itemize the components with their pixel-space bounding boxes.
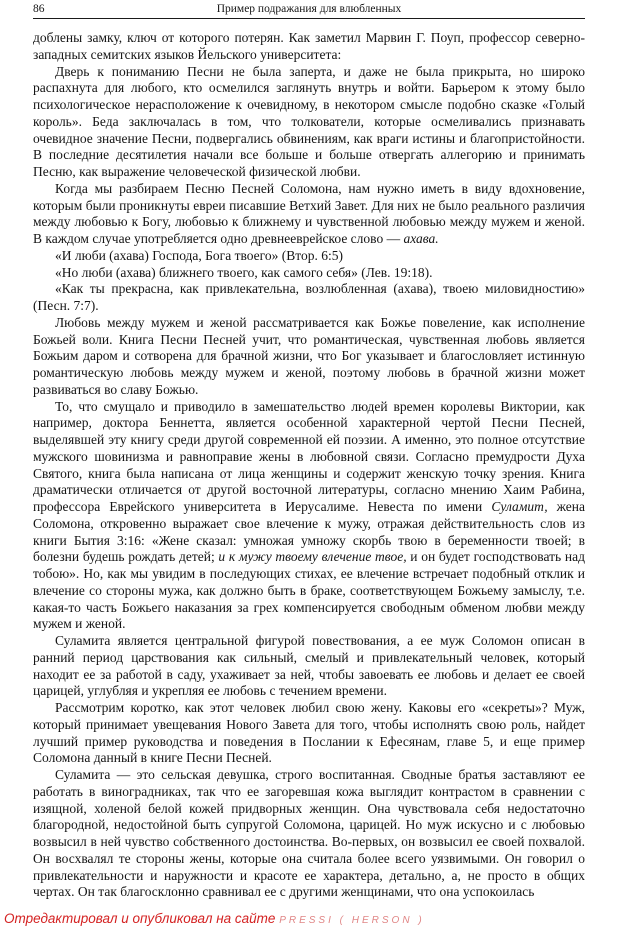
running-title: Пример подражания для влюбленных [216, 3, 402, 15]
scripture-quote [33, 265, 585, 282]
paragraph [33, 281, 585, 315]
text-run: Рассмотрим коротко, как этот человек любил свою жену. Каковы его «секреты»? Муж, который принимает увещевания Нового Завета для того, чтобы исполнять свою роль, найдет лучший пример руководства и поведения в Послании к Ефесянам, главе 5, и еще пример Соломона данный в книге Песни Песней. [33, 700, 585, 766]
text-run: «Как ты прекрасна, как привлекательна, возлюбленная (ахава), твоею миловидностию» (Песн. 7:7). [33, 281, 585, 313]
emphasis-text: Суламит, [491, 499, 548, 514]
paragraph [33, 399, 585, 634]
text-run: Любовь между мужем и женой рассматривается как Божье повеление, как исполнение Божьей воли. Книга Песни Песней учит, что романтическая, чувственная любовь является Божьим даром и сотворена для брачной жизни, что Бог указывает и благословляет истинную романтическую любовь между мужем и женой, поэтому любовь в брачной жизни может развиваться во славу Божью. [33, 314, 585, 397]
text-run: «И люби (ахава) Господа, Бога твоего» (Втор. 6:5) [55, 247, 343, 263]
text-run: Суламита является центральной фигурой повествования, а ее муж Соломон описан в ранний период царствования как сильный, смелый и привлекательный человек, который находит ее за работой в саду, ухаживает за ней, чтобы завоевать ее любовь и делает ее своей царицей, углубляя и укрепляя ее любовь с течением времени. [33, 633, 585, 699]
text-run: Дверь к пониманию Песни не была заперта, и даже не была прикрыта, но широко распахнута для любого, кто осмелился заглянуть внутрь и войти. Барьером к этому было психологическое нерасположение к очевидному, в некотором смысле подобно сказке «Голый король». Беда заключалась в том, что толкователи, которые осмеливались признавать очевидное значение Песни, подвергались обвинениям, как враги истины и благопристойности. В последние десятилетия начали все больше и больше отвергать аллегорию и принимать Песню, как выражение человеческой физической любви. [33, 63, 585, 179]
scripture-quote [33, 248, 585, 265]
footer-credit-text: Отредактировал и опубликовал на сайте [4, 911, 276, 926]
paragraph [33, 767, 585, 901]
site-watermark: PRESSI ( HERSON ) [279, 915, 425, 926]
paragraph [33, 633, 585, 700]
body-text [33, 30, 585, 901]
emphasis-text: ахава. [403, 231, 439, 246]
paragraph [33, 315, 585, 399]
paragraph [33, 64, 585, 181]
text-run: Суламита — это сельская девушка, строго воспитанная. Сводные братья заставляют ее работать в виноградниках, так что ее загоревшая кожа выглядит контрастом в сравнении с изящной, холеной белой кожей придворных женщин. Она чувствовала себя недостаточно благородной, недостойной быть супругой Соломона, царицей. Но муж искусно и с любовью возвысил в ней чувство собственного достоинства. Во-первых, он возвысил ее своей похвалой. Он восхвалял те стороны жены, которые она считала более всего уязвимыми. Он говорил о привлекательности и наружности и красоте ее характера, детально, а, не просто в общих чертах. Он так благосклонно сравнивал ее с другими женщинами, что она успокоилась [33, 767, 585, 900]
text-run: доблены замку, ключ от которого потерян. Как заметил Марвин Г. Поуп, профессор северно-западных семитских языков Йельского университета: [33, 30, 585, 62]
text-run: жена Соломона, откровенно выражает свое влечение к мужу, отражая действительность слов из книги Бытия 3:16: «Жене сказал: умножая умножу скорбь твою в беременности твоей; в болезни будешь рождать детей; [33, 499, 585, 565]
emphasis-text: и к мужу твоему влечение твое, [218, 549, 407, 565]
page-number: 86 [33, 3, 45, 15]
footer-credit [4, 911, 425, 926]
text-run: и он будет господствовать над тобою». Но, как мы увидим в последующих стихах, ее влечение встречает подобный отклик и влечение со стороны мужа, как должно быть в браке, соответствующем Божьему замыслу, т.е. какая-то часть Божьего наказания за грех компенсируется свободным обменом любви между мужем и женой. [33, 549, 585, 632]
paragraph [33, 30, 585, 64]
running-header [33, 2, 585, 19]
text-run: Когда мы разбираем Песню Песней Соломона, нам нужно иметь в виду вдохновение, которым были проникнуты евреи писавшие Ветхий Завет. Для них не было реального различия между любовью к Богу, любовью к ближнему и чувственной любовью между мужем и женой. В каждом случае употребляется одно древнееврейское слово — [33, 180, 585, 246]
text-run: «Но люби (ахава) ближнего твоего, как самого себя» (Лев. 19:18). [55, 264, 433, 280]
text-run: То, что смущало и приводило в замешательство людей времен королевы Виктории, как например, доктора Беннетта, является особенной характерной чертой Песни Песней, выделявшей эту книгу среди другой современной ей поэзии. А именно, это полное отсутствие мужского шовинизма и равноправие жены в любовной связи. Согласно премудрости Духа Святого, книга была написана от лица женщины и содержит женскую точку зрения. Книга драматически отличается от другой восточной литературы, согласно мнению Хаим Рабина, профессора Еврейского университета в Иерусалиме. Невеста по имени [33, 398, 585, 514]
paragraph [33, 181, 585, 248]
paragraph [33, 700, 585, 767]
